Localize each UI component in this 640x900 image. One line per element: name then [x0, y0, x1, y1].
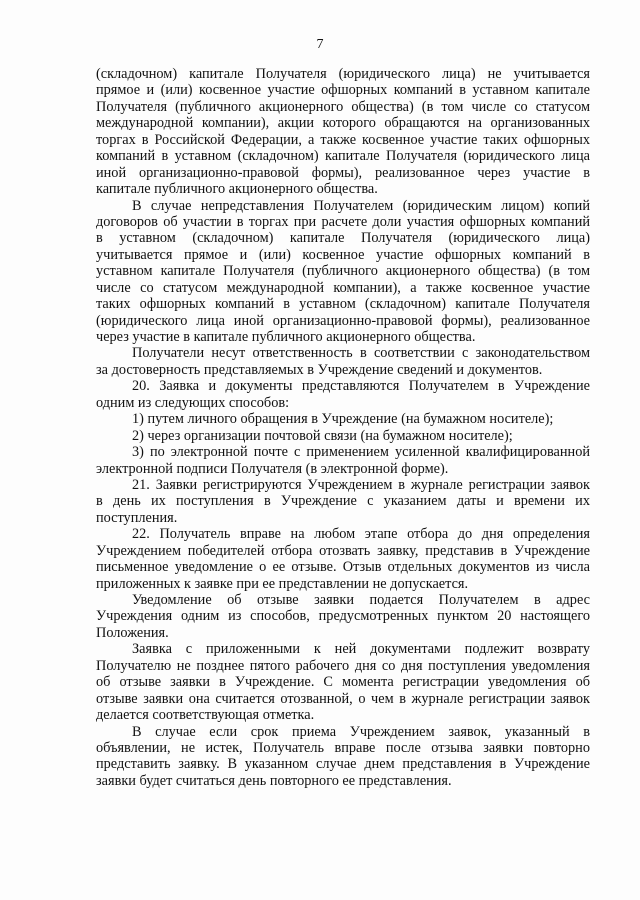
- text-line: письменное уведомление о ее отзыве. Отзыв отдельных документов из числа: [96, 559, 590, 576]
- text-line: учитывается прямое и (или) косвенное участие офшорных компаний в: [96, 246, 590, 263]
- text-line: в уставном (складочном) капитале Получателя (юридического лица): [96, 230, 590, 247]
- text-line: поступления.: [96, 509, 178, 526]
- text-line: через участие в капитале публичного акционерного общества.: [96, 329, 476, 345]
- text-line: договоров об участии в торгах при расчете доли участия офшорных компаний: [96, 213, 590, 230]
- text-line: Получателю не позднее пятого рабочего дня со дня поступления уведомления: [96, 657, 590, 674]
- text-line: одним из следующих способов:: [96, 394, 290, 411]
- text-line: капитале публичного акционерного общества.: [96, 181, 378, 198]
- text-line: прямое и (или) косвенное участие офшорных компаний в уставном капитале: [96, 82, 590, 99]
- text-line: В случае если срок приема Учреждением заявок, указанный в: [132, 723, 590, 740]
- text-line: делается соответствующая отметка.: [96, 707, 315, 724]
- text-line: 21. Заявки регистрируются Учреждением в журнале регистрации заявок: [132, 476, 590, 493]
- text-line: уставном капитале Получателя (публичного акционерного общества) (в том: [96, 263, 590, 280]
- text-line: Получателя (публичного акционерного общества) (в том числе со статусом: [96, 98, 590, 115]
- text-line: (складочном) капитале Получателя (юридического лица) не учитывается: [96, 66, 590, 82]
- text-line: об отзыве заявки в Учреждение. С момента регистрации уведомления об: [96, 674, 590, 691]
- text-line: представить заявку. В указанном случае днем представления в Учреждение: [96, 756, 590, 773]
- text-line: В случае непредставления Получателем (юридическим лицом) копий: [132, 197, 590, 214]
- text-line: иной организационно-правовой формы), реализованное через участие в: [96, 164, 590, 181]
- text-line: 1) путем личного обращения в Учреждение (на бумажном носителе);: [132, 411, 554, 428]
- text-line: международной компании), акции которого обращаются на организованных: [96, 115, 590, 132]
- text-line: (юридического лица иной организационно-правовой формы), реализованное: [96, 312, 590, 329]
- text-line: Учреждением победителей отбора отозвать заявку, представив в Учреждение: [96, 542, 590, 559]
- text-line: приложенных к заявке при ее представлении не допускается.: [96, 575, 469, 592]
- text-line: таких офшорных компаний в уставном (складочном) капитале Получателя: [96, 296, 590, 313]
- text-line: 2) через организации почтовой связи (на бумажном носителе);: [132, 427, 513, 444]
- text-line: отзыве заявки она считается отозванной, о чем в журнале регистрации заявок: [96, 690, 590, 707]
- text-line: Уведомление об отзыве заявки подается Получателем в адрес: [132, 592, 590, 608]
- text-line: Заявка с приложенными к ней документами подлежит возврату: [132, 641, 590, 658]
- text-line: торгах в Российской Федерации, а также косвенное участие таких офшорных: [96, 131, 590, 148]
- text-line: заявки будет считаться день повторного ее представления.: [96, 772, 452, 789]
- text-line: числе со статусом международной компании), а также косвенное участие: [96, 279, 590, 296]
- text-line: объявлении, не истек, Получатель вправе после отзыва заявки повторно: [96, 739, 590, 756]
- document-body: [96, 66, 590, 789]
- text-line: компаний в уставном (складочном) капитале Получателя (юридического лица: [96, 148, 590, 165]
- text-line: Положения.: [96, 624, 169, 641]
- text-line: 3) по электронной почте с применением усиленной квалифицированной: [132, 444, 590, 461]
- text-line: Учреждения одним из способов, предусмотренных пунктом 20 настоящего: [96, 608, 590, 625]
- text-line: за достоверность представляемых в Учреждение сведений и документов.: [96, 361, 543, 378]
- text-line: электронной подписи Получателя (в электронной форме).: [96, 460, 449, 477]
- text-line: в день их поступления в Учреждение с указанием даты и времени их: [96, 493, 590, 510]
- text-line: 20. Заявка и документы представляются Получателем в Учреждение: [132, 378, 590, 395]
- text-line: 22. Получатель вправе на любом этапе отбора до дня определения: [132, 526, 590, 543]
- page-number: 7: [316, 37, 324, 52]
- text-line: Получатели несут ответственность в соответствии с законодательством: [132, 345, 590, 362]
